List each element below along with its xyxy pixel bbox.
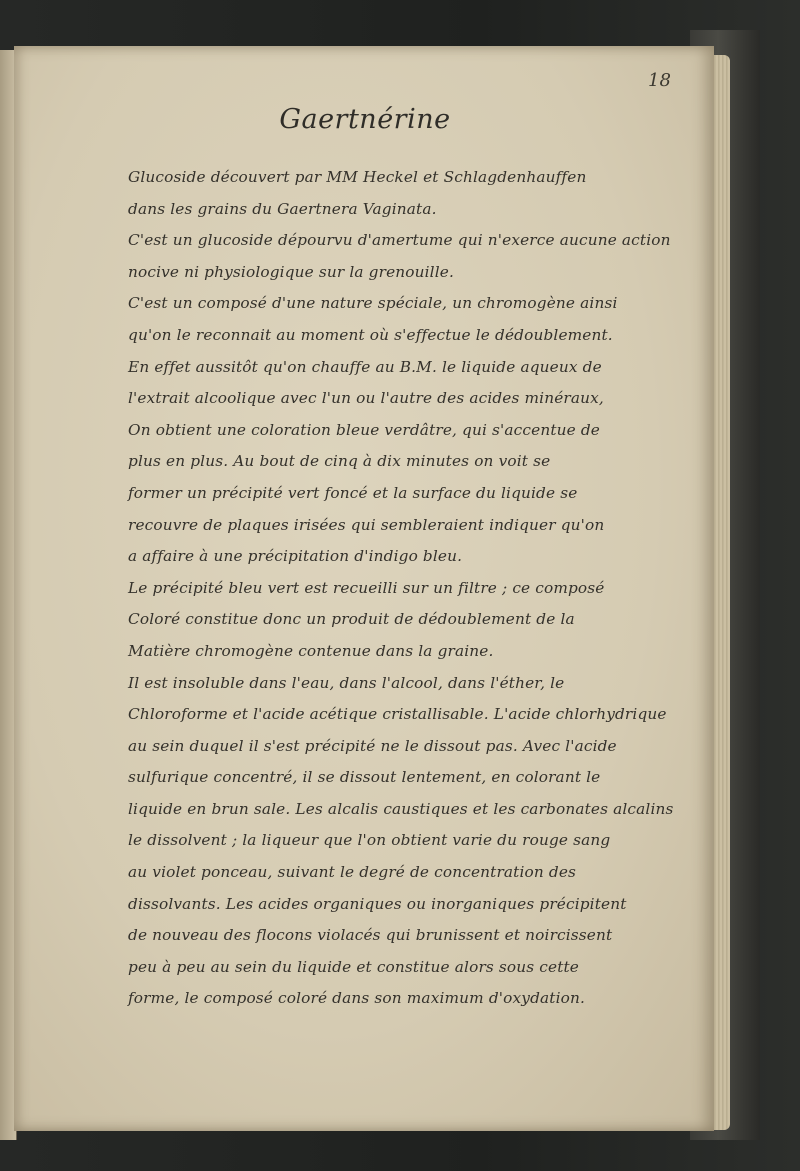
text-line: l'extrait alcoolique avec l'un ou l'autre des acides minéraux, [128, 389, 604, 408]
manuscript-body [128, 162, 688, 1015]
text-line: liquide en brun sale. Les alcalis caustiques et les carbonates alcalins [128, 799, 674, 818]
text-line: recouvre de plaques irisées qui sembleraient indiquer qu'on [128, 515, 605, 534]
text-line: Matière chromogène contenue dans la graine. [128, 641, 494, 660]
text-line: former un précipité vert foncé et la surface du liquide se [128, 483, 578, 502]
text-line: C'est un glucoside dépourvu d'amertume qui n'exerce aucune action [128, 231, 671, 250]
page-title: Gaertnérine [279, 104, 451, 135]
text-line: Glucoside découvert par MM Heckel et Schlagdenhauffen [128, 168, 587, 186]
text-line: le dissolvent ; la liqueur que l'on obtient varie du rouge sang [128, 831, 611, 850]
text-line: nocive ni physiologique sur la grenouille. [128, 262, 454, 281]
text-line: de nouveau des flocons violacés qui brunissent et noircissent [128, 926, 613, 945]
text-line: qu'on le reconnait au moment où s'effectue le dédoublement. [128, 325, 613, 344]
text-line: Chloroforme et l'acide acétique cristallisable. L'acide chlorhydrique [128, 705, 667, 724]
text-line: En effet aussitôt qu'on chauffe au B.M. le liquide aqueux de [128, 357, 602, 376]
text-line: au violet ponceau, suivant le degré de concentration des [128, 863, 577, 882]
text-line: Il est insoluble dans l'eau, dans l'alcool, dans l'éther, le [128, 673, 565, 692]
text-line: plus en plus. Au bout de cinq à dix minutes on voit se [128, 452, 551, 471]
text-line: a affaire à une précipitation d'indigo bleu. [128, 547, 463, 566]
text-line: C'est un composé d'une nature spéciale, un chromogène ainsi [128, 294, 618, 313]
text-line: sulfurique concentré, il se dissout lentement, en colorant le [128, 768, 601, 787]
text-line: forme, le composé coloré dans son maximum d'oxydation. [128, 989, 585, 1008]
text-line: On obtient une coloration bleue verdâtre, qui s'accentue de [128, 420, 600, 439]
text-line: dissolvants. Les acides organiques ou inorganiques précipitent [128, 894, 627, 913]
text-line: Coloré constitue donc un produit de dédoublement de la [128, 610, 575, 629]
text-line: au sein duquel il s'est précipité ne le dissout pas. Avec l'acide [128, 736, 617, 755]
text-line: peu à peu au sein du liquide et constitue alors sous cette [128, 957, 580, 976]
page-number: 18 [648, 70, 671, 91]
text-line: Le précipité bleu vert est recueilli sur un filtre ; ce composé [128, 578, 605, 597]
text-line: dans les grains du Gaertnera Vaginata. [128, 199, 437, 218]
